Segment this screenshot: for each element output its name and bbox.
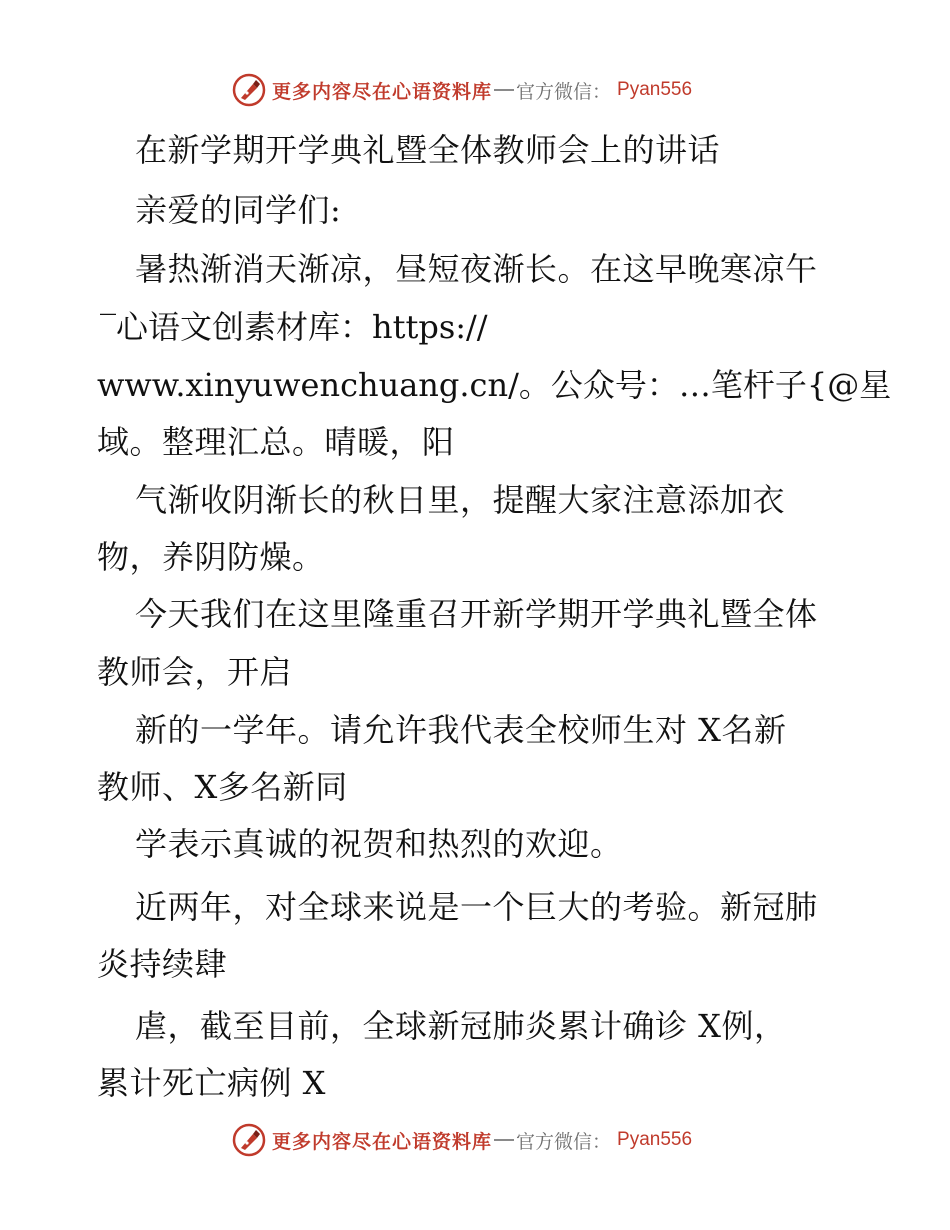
text-line: 教师、X多名新同 [97,768,348,806]
brand-text: 更多内容尽在心语资料库 [272,1130,493,1153]
text-line: 新的一学年。请允许我代表全校师生对 X名新 [135,711,787,749]
wechat-id: Pyan556 [617,79,693,100]
text-line: 近两年，对全球来说是一个巨大的考验。新冠肺 [135,888,818,926]
wechat-id: Pyan556 [617,1129,693,1150]
wechat-label: 官方微信： [516,1130,612,1153]
header-banner [232,70,732,110]
fountain-pen-logo-icon [232,1123,266,1157]
text-line: 气渐收阴渐长的秋日里，提醒大家注意添加衣 [135,481,786,519]
text-line: 虐，截至目前，全球新冠肺炎累计确诊 X例， [135,1007,787,1045]
salutation: 亲爱的同学们: [135,191,342,229]
footer-banner [232,1120,732,1160]
wechat-label: 官方微信： [516,80,612,103]
text-line: 累计死亡病例 X [97,1064,326,1102]
text-line: www.xinyuwenchuang.cn/。公众号：…笔杆子{@星 [97,366,892,404]
fountain-pen-logo-icon [232,73,266,107]
text-line: 域。整理汇总。晴暖，阳 [97,423,455,461]
text-line: 教师会，开启 [97,653,293,691]
text-line: 物，养阴防燥。 [97,538,325,576]
text-line: 暑热渐消天渐凉，昼短夜渐长。在这早晚寒凉午 [135,250,818,288]
banner-separator [494,89,514,91]
text-line: 今天我们在这里隆重召开新学期开学典礼暨全体 [135,595,818,633]
text-line: 炎持续肆 [97,945,228,983]
brand-text: 更多内容尽在心语资料库 [272,80,493,103]
document-title: 在新学期开学典礼暨全体教师会上的讲话 [135,131,721,169]
banner-separator [494,1139,514,1141]
text-line: 学表示真诚的祝贺和热烈的欢迎。 [135,825,623,863]
text-line: ‾心语文创素材库：https:// [100,308,488,346]
